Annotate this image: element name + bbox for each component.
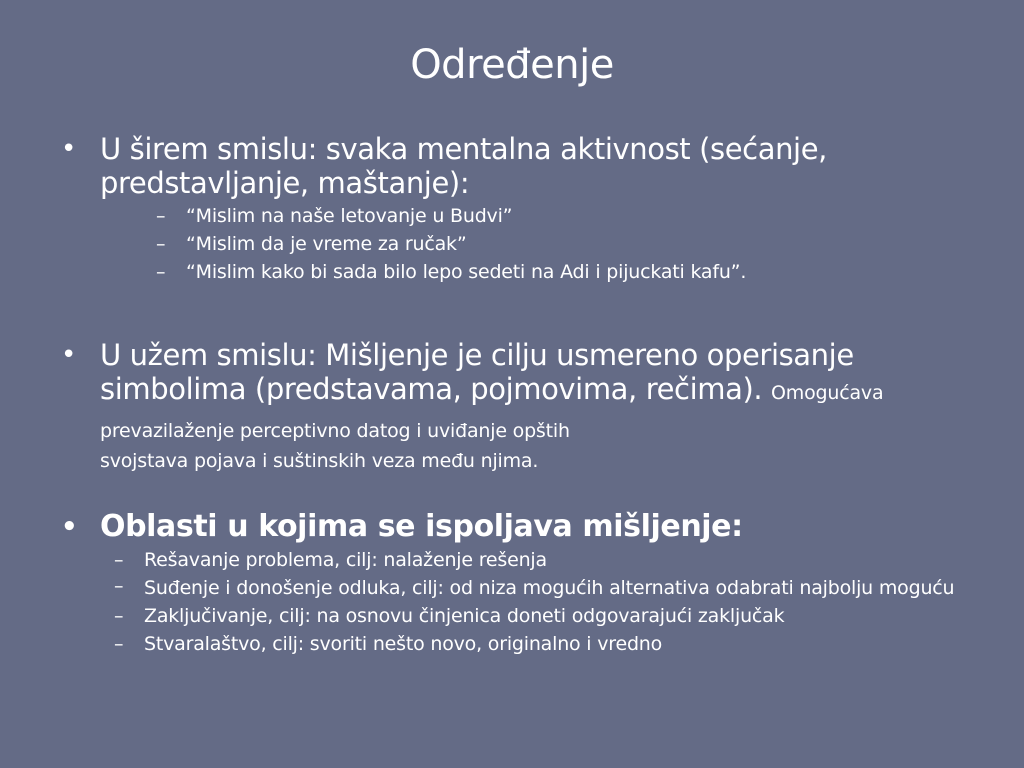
list-item-text: Zaključivanje, cilj: na osnovu činjenica doneti odgovarajući zaključak <box>144 605 785 627</box>
dash-marker: – <box>156 233 166 255</box>
bullet-dot: • <box>61 134 76 164</box>
bullet-dot: • <box>61 340 76 370</box>
slide-body <box>58 132 988 658</box>
list-item <box>58 546 988 574</box>
slide-title: Određenje <box>410 42 614 88</box>
list-item-text: Stvaralaštvo, cilj: svoriti nešto novo, originalno i vredno <box>144 633 663 655</box>
dash-marker: – <box>114 549 124 571</box>
list-item <box>58 602 988 630</box>
bullet-note-line2: svojstava pojava i suštinskih veza među njima. <box>100 450 539 472</box>
dash-marker: – <box>114 575 124 597</box>
dash-marker: – <box>156 205 166 227</box>
bullet-text: Oblasti u kojima se ispoljava mišljenje: <box>100 509 743 544</box>
list-item <box>100 230 988 258</box>
bullet-note-line1: Omogućava prevazilaženje perceptivno datog i uviđanje opštih <box>100 382 884 442</box>
list-item-text: “Mislim na naše letovanje u Budvi” <box>186 205 513 227</box>
bullet-text: U širem smislu: svaka mentalna aktivnost (sećanje, predstavljanje, maštanje): <box>100 132 827 200</box>
list-item <box>58 574 988 602</box>
bullet-narrow-sense <box>58 338 988 474</box>
list-item <box>100 258 988 286</box>
bullet-text: U užem smislu: Mišljenje je cilju usmereno operisanje simbolima (predstavama, pojmovima, rečima). <box>100 338 854 406</box>
list-item <box>100 202 988 230</box>
list-item-text: “Mislim kako bi sada bilo lepo sedeti na Adi i pijuckati kafu”. <box>186 261 747 283</box>
bullet-domains <box>58 510 988 544</box>
dash-marker: – <box>156 261 166 283</box>
sub-list <box>100 202 988 286</box>
bullet-broad-sense <box>58 132 988 286</box>
list-item-text: “Mislim da je vreme za ručak” <box>186 233 467 255</box>
dash-marker: – <box>114 605 124 627</box>
sub-list <box>58 546 988 658</box>
list-item-text: Suđenje i donošenje odluka, cilj: od niza mogućih alternativa odabrati najbolju moguću <box>144 577 955 599</box>
dash-marker: – <box>114 633 124 655</box>
list-item-text: Rešavanje problema, cilj: nalaženje rešenja <box>144 549 547 571</box>
bullet-dot: • <box>61 512 78 542</box>
list-item <box>58 630 988 658</box>
